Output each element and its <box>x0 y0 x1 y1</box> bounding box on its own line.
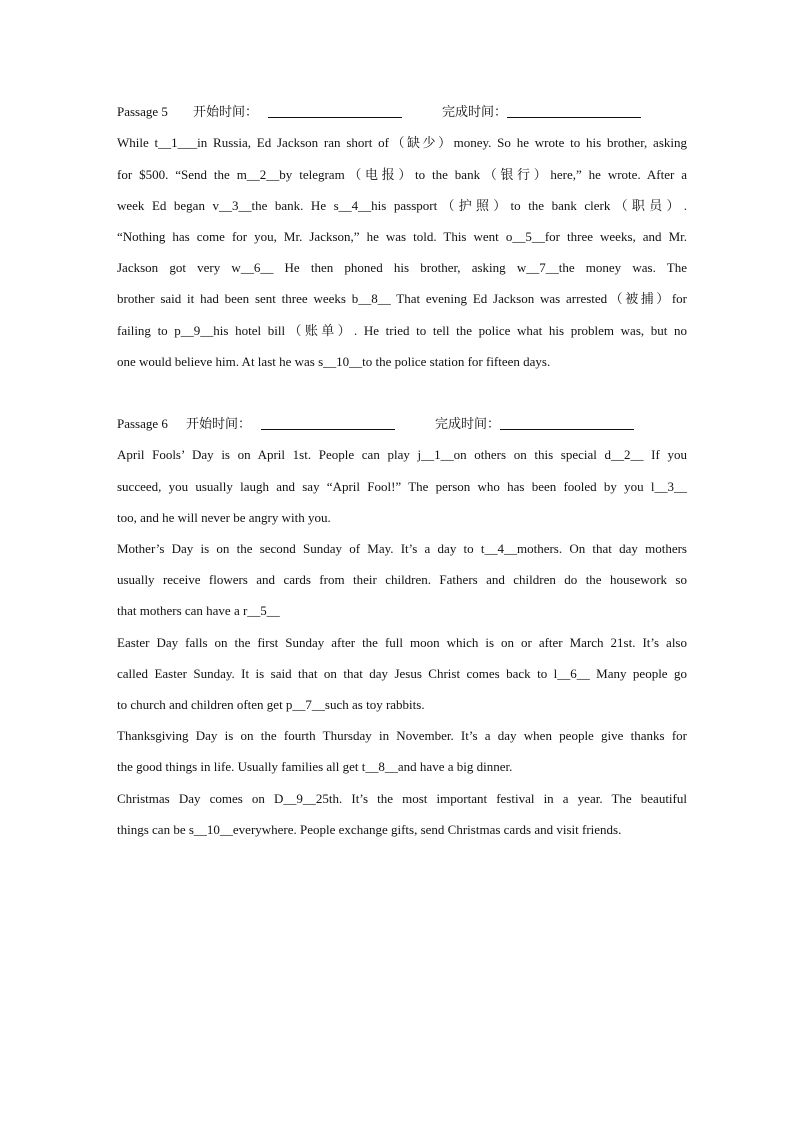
passage6-line: that mothers can have a r__5__ <box>117 603 280 618</box>
passage6-line: the good things in life. Usually families all get t__8__and have a big dinner. <box>117 759 513 774</box>
passage6-end-time-field[interactable] <box>500 415 634 430</box>
passage6-end-label: 完成时间： <box>435 416 501 431</box>
passage6-start-label: 开始时间： <box>186 416 252 431</box>
passage6-line: called Easter Sunday. It is said that on that day Jesus Christ comes back to l__6__ Many people go <box>117 666 687 681</box>
passage5-end-label: 完成时间： <box>442 104 508 119</box>
passage6-line: Thanksgiving Day is on the fourth Thursday in November. It’s a day when people give thanks for <box>117 728 687 743</box>
passage6-line: Easter Day falls on the first Sunday after the full moon which is on or after March 21st. It’s also <box>117 635 687 650</box>
passage6-line: succeed, you usually laugh and say “April Fool!” The person who has been fooled by you l__3__ <box>117 479 687 494</box>
passage5-title: Passage 5 <box>117 104 168 119</box>
passage6-line: Mother’s Day is on the second Sunday of May. It’s a day to t__4__mothers. On that day mothers <box>117 541 687 556</box>
passage6-heading <box>117 414 634 434</box>
passage5-end-time-field[interactable] <box>507 103 641 118</box>
passage5-line: brother said it had been sent three weeks b__8__ That evening Ed Jackson was arrested（被捕）for <box>117 291 687 306</box>
passage5-heading <box>117 102 641 122</box>
passage5-line: week Ed began v__3__the bank. He s__4__his passport（护照）to the bank clerk（职员）. <box>117 198 687 213</box>
passage6-line: things can be s__10__everywhere. People exchange gifts, send Christmas cards and visit friends. <box>117 822 622 837</box>
passage5-start-label: 开始时间： <box>193 104 259 119</box>
passage6-start-time-field[interactable] <box>261 415 395 430</box>
passage6-title: Passage 6 <box>117 416 168 431</box>
passage5-line: for $500. “Send the m__2__by telegram（电报）to the bank（银行）here,” he wrote. After a <box>117 167 687 182</box>
passage6-line: too, and he will never be angry with you. <box>117 510 331 525</box>
passage5-line: Jackson got very w__6__ He then phoned his brother, asking w__7__the money was. The <box>117 260 687 275</box>
passage5-start-time-field[interactable] <box>268 103 402 118</box>
passage6-line: April Fools’ Day is on April 1st. People can play j__1__on others on this special d__2__ If you <box>117 447 687 462</box>
passage5-line: “Nothing has come for you, Mr. Jackson,” he was told. This went o__5__for three weeks, and Mr. <box>117 229 687 244</box>
passage6-line: to church and children often get p__7__such as toy rabbits. <box>117 697 425 712</box>
passage5-line: While t__1___in Russia, Ed Jackson ran short of（缺少）money. So he wrote to his brother, asking <box>117 135 687 150</box>
passage5-line: one would believe him. At last he was s__10__to the police station for fifteen days. <box>117 354 551 369</box>
passage5-line: failing to p__9__his hotel bill（账单）. He tried to tell the police what his problem was, but no <box>117 323 687 338</box>
passage6-line: Christmas Day comes on D__9__25th. It’s the most important festival in a year. The beautiful <box>117 791 687 806</box>
passage6-line: usually receive flowers and cards from their children. Fathers and children do the housework so <box>117 572 687 587</box>
